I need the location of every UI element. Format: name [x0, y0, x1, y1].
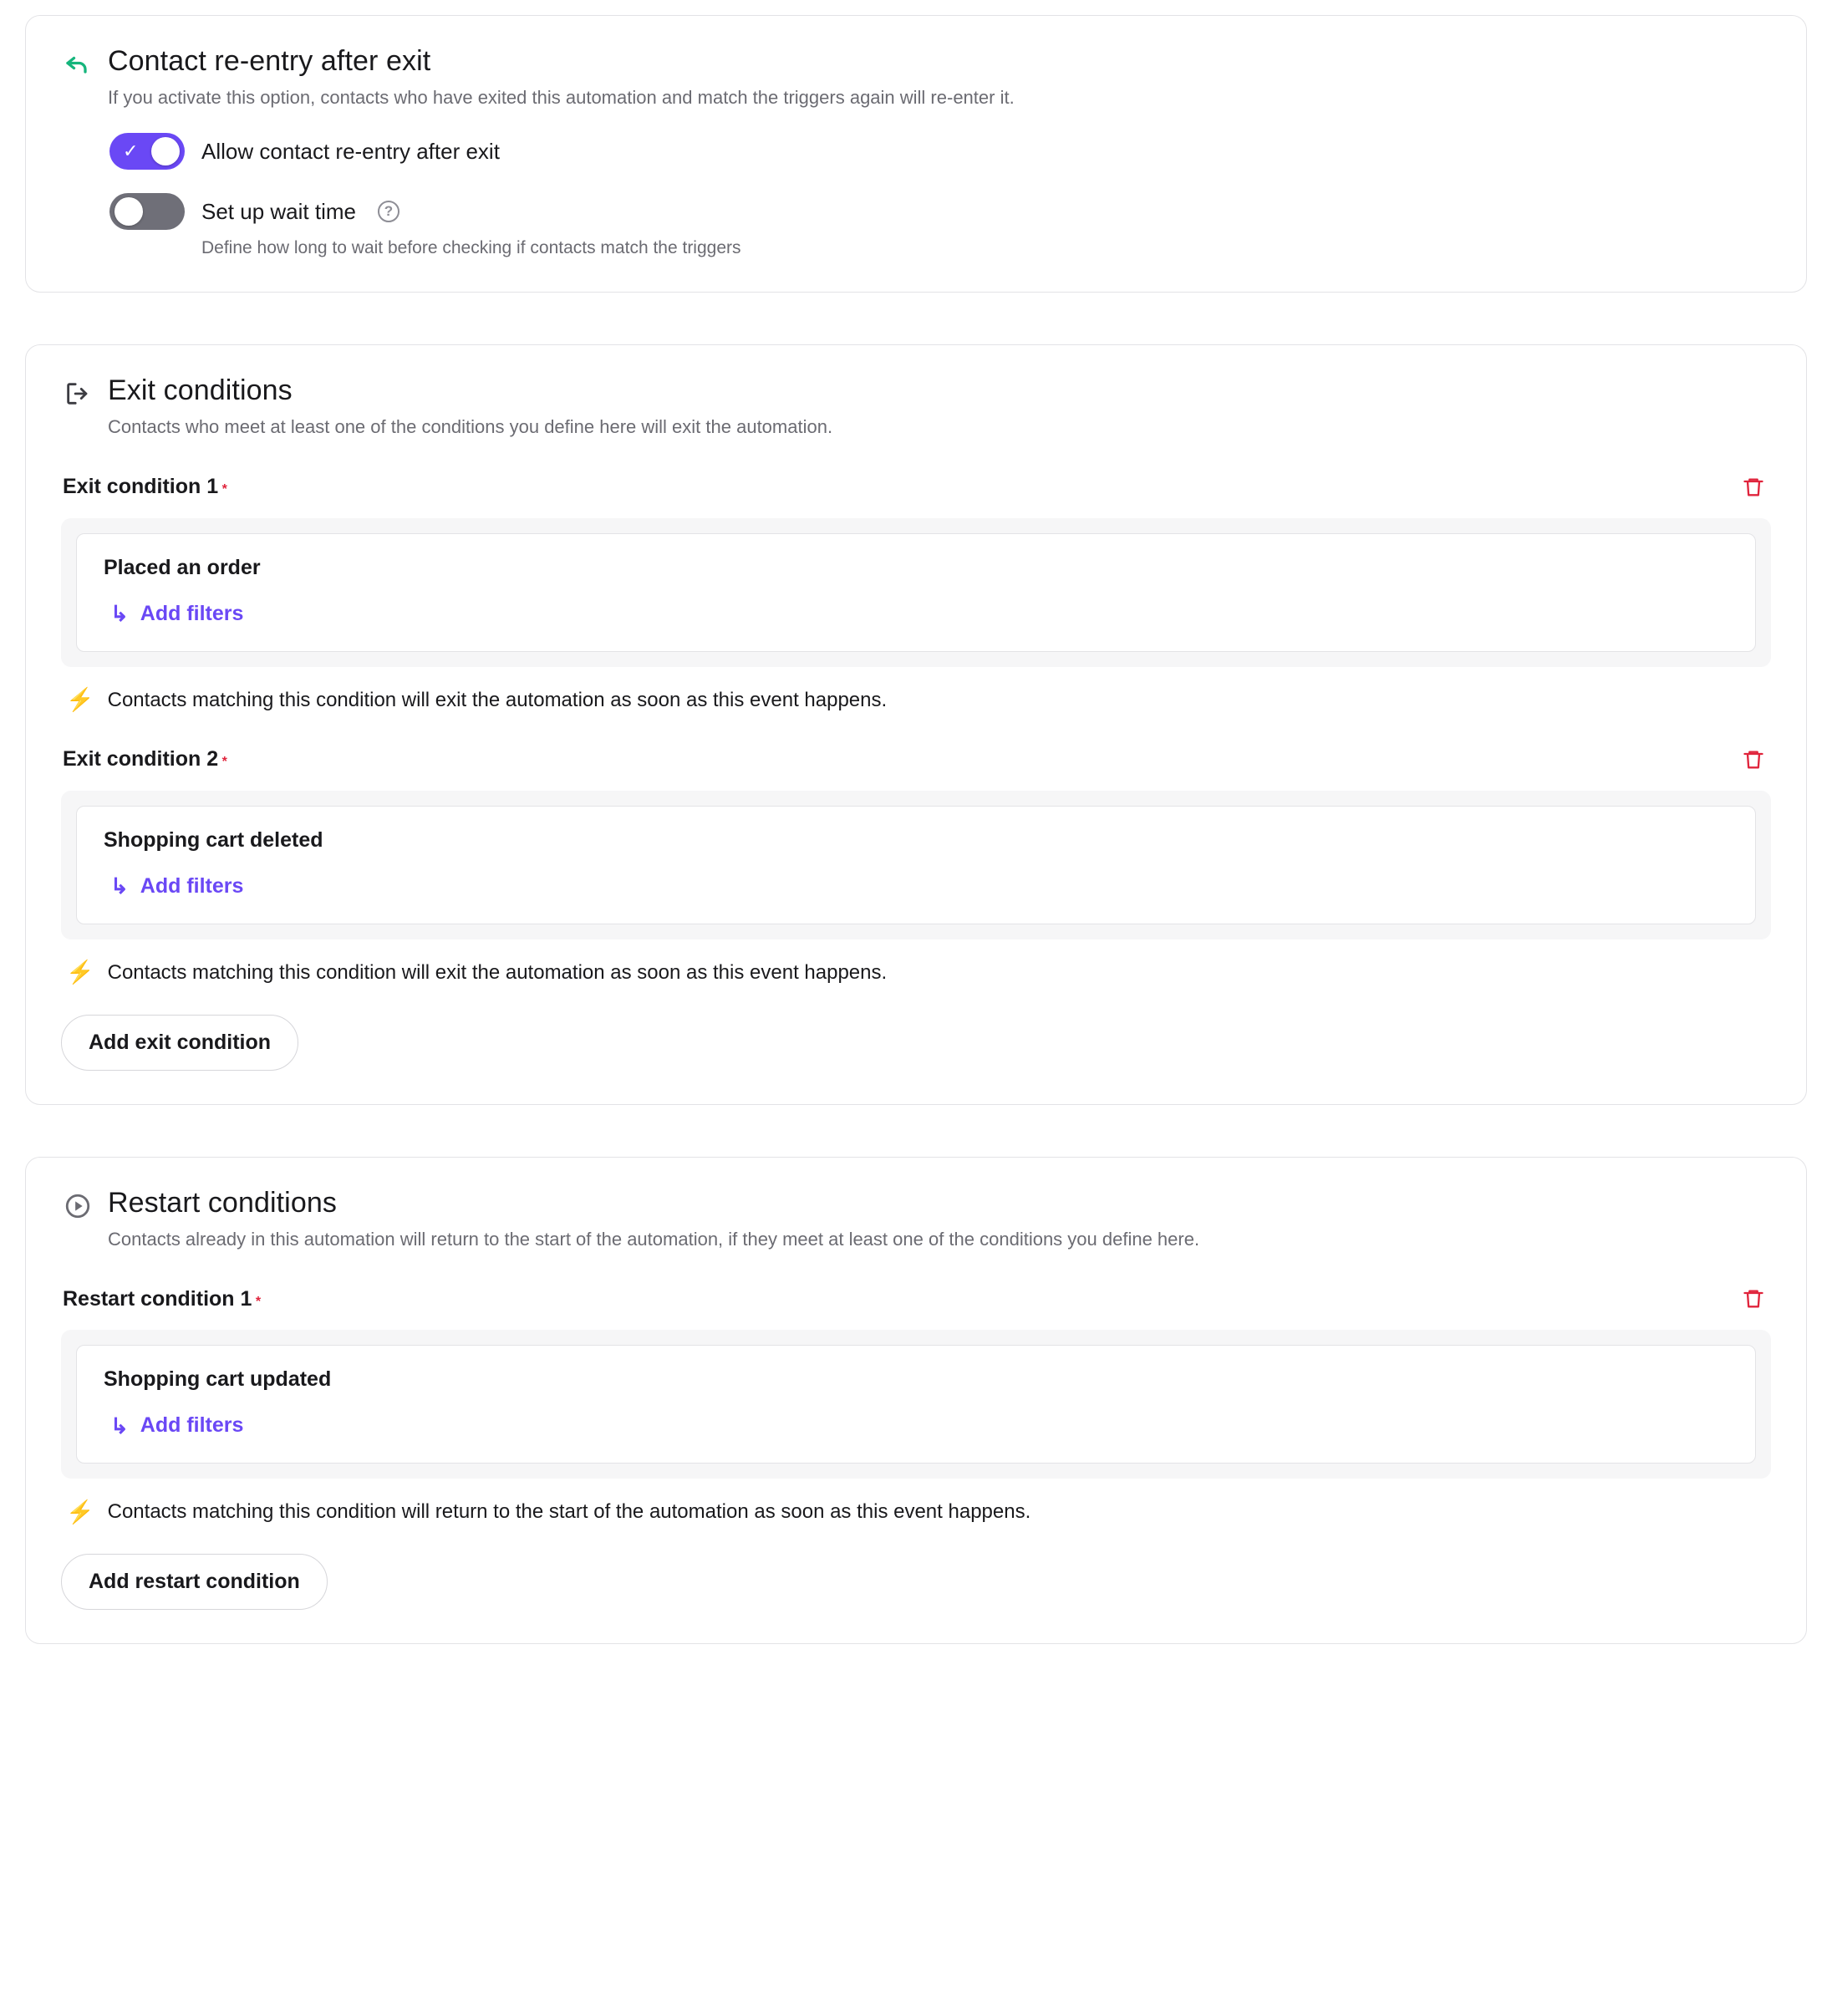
- card-header: [61, 1186, 1771, 1251]
- condition-label: Restart condition 1: [63, 1286, 252, 1311]
- condition-label-wrap: [63, 1287, 261, 1311]
- play-circle-icon: [61, 1189, 94, 1223]
- condition-container: [61, 791, 1771, 939]
- exit-condition-block: [61, 746, 1771, 985]
- condition-name: Placed an order: [104, 555, 261, 579]
- condition-label-wrap: [63, 475, 227, 499]
- exit-condition-block: [61, 473, 1771, 712]
- undo-arrow-icon: [61, 48, 94, 81]
- section-subtitle: Contacts already in this automation will return to the start of the automation, if they meet at least one of the conditions you define here.: [108, 1228, 1200, 1250]
- card-header-texts: [108, 44, 1771, 109]
- section-title: Exit conditions: [108, 374, 293, 407]
- wait-time-hint: Define how long to wait before checking if contacts match the triggers: [201, 238, 741, 258]
- exit-door-icon: [61, 377, 94, 410]
- required-asterisk: *: [221, 482, 227, 497]
- condition-header: [61, 746, 1771, 774]
- restart-condition-block: [61, 1285, 1771, 1524]
- card-header: [61, 44, 1771, 109]
- condition-note-text: Contacts matching this condition will return to the start of the automation as soon as this event happens.: [107, 1500, 1031, 1524]
- exit-conditions-card: [25, 344, 1807, 1104]
- check-icon: ✓: [123, 140, 139, 162]
- condition-container: [61, 518, 1771, 667]
- condition-card[interactable]: [76, 806, 1756, 924]
- condition-note: [61, 961, 1771, 985]
- condition-card[interactable]: [76, 533, 1756, 652]
- add-filters-button[interactable]: [104, 1413, 1728, 1438]
- condition-name: Shopping cart updated: [104, 1367, 332, 1392]
- delete-condition-button[interactable]: [1739, 1285, 1768, 1313]
- contact-reentry-card: [25, 15, 1807, 293]
- card-header: [61, 374, 1771, 439]
- restart-conditions-card: [25, 1157, 1807, 1644]
- add-filters-button[interactable]: [104, 874, 1728, 899]
- wait-time-toggle[interactable]: [109, 193, 185, 230]
- condition-header: [61, 1285, 1771, 1313]
- allow-reentry-toggle-label: Allow contact re-entry after exit: [201, 138, 500, 164]
- toggle-knob: [114, 197, 143, 226]
- help-icon[interactable]: ?: [378, 201, 399, 222]
- condition-container: [61, 1330, 1771, 1479]
- add-filters-label: Add filters: [140, 873, 244, 898]
- corner-arrow-icon: ↳: [110, 873, 129, 899]
- add-restart-condition-button[interactable]: Add restart condition: [61, 1554, 328, 1610]
- condition-label-wrap: [63, 747, 227, 771]
- condition-note-text: Contacts matching this condition will exit the automation as soon as this event happens.: [107, 960, 888, 984]
- allow-reentry-toggle[interactable]: [109, 133, 185, 170]
- condition-label: Exit condition 2: [63, 747, 219, 771]
- required-asterisk: *: [221, 755, 227, 770]
- delete-condition-button[interactable]: [1739, 746, 1768, 774]
- add-filters-label: Add filters: [140, 601, 244, 625]
- add-exit-condition-button[interactable]: Add exit condition: [61, 1015, 298, 1071]
- corner-arrow-icon: ↳: [110, 601, 129, 627]
- condition-label: Exit condition 1: [63, 475, 219, 499]
- corner-arrow-icon: ↳: [110, 1413, 129, 1438]
- card-subtitle: If you activate this option, contacts who have exited this automation and match the triggers again will re-enter it.: [108, 86, 1015, 108]
- condition-header: [61, 473, 1771, 501]
- allow-reentry-toggle-row[interactable]: [61, 133, 1771, 170]
- required-asterisk: *: [255, 1294, 262, 1309]
- add-filters-label: Add filters: [140, 1413, 244, 1438]
- condition-note: [61, 689, 1771, 712]
- toggle-knob: [151, 137, 180, 165]
- wait-time-toggle-label: Set up wait time: [201, 198, 356, 224]
- condition-name: Shopping cart deleted: [104, 827, 323, 852]
- card-header-texts: [108, 374, 1771, 439]
- section-title: Restart conditions: [108, 1186, 337, 1219]
- lightning-icon: ⚡: [66, 1499, 94, 1525]
- condition-note-text: Contacts matching this condition will exit the automation as soon as this event happens.: [107, 688, 888, 711]
- wait-time-toggle-row[interactable]: [61, 193, 1771, 230]
- lightning-icon: ⚡: [66, 687, 94, 713]
- condition-card[interactable]: [76, 1345, 1756, 1464]
- add-filters-button[interactable]: [104, 602, 1728, 626]
- condition-note: [61, 1500, 1771, 1524]
- delete-condition-button[interactable]: [1739, 473, 1768, 501]
- section-subtitle: Contacts who meet at least one of the conditions you define here will exit the automation.: [108, 416, 833, 438]
- page-title: Contact re-entry after exit: [108, 45, 431, 77]
- lightning-icon: ⚡: [66, 960, 94, 985]
- card-header-texts: [108, 1186, 1771, 1251]
